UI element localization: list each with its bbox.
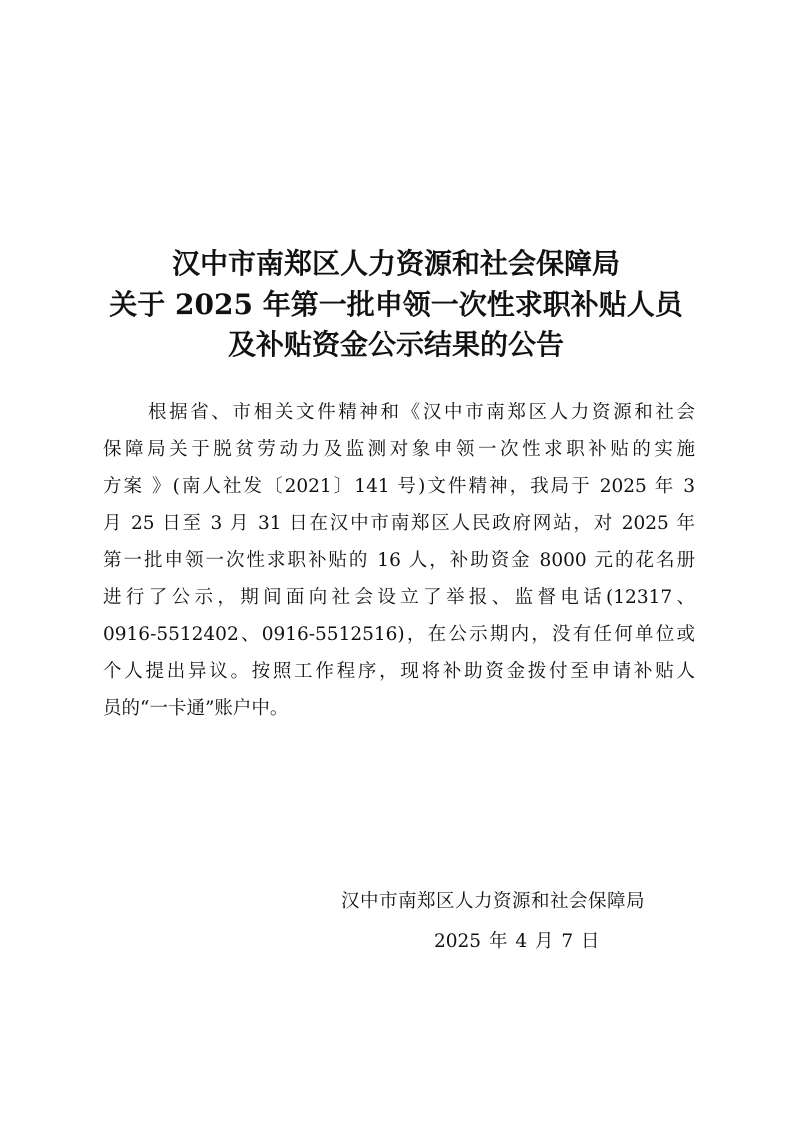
signature-date: 2025 年 4 月 7 日	[434, 931, 600, 952]
body-line: 月 25 日至 3 月 31 日在汉中市南郑区人民政府网站，对 2025 年	[103, 513, 695, 534]
body-line: 根据省、市相关文件精神和《汉中市南郑区人力资源和社会	[148, 402, 695, 423]
title-line-2: 关于 2025 年第一批申领一次性求职补贴人员	[109, 288, 683, 321]
body-line: 第一批申领一次性求职补贴的 16 人，补助资金 8000 元的花名册	[103, 550, 695, 571]
title-line-3: 及补贴资金公示结果的公告	[227, 328, 564, 361]
body-line: 保障局关于脱贫劳动力及监测对象申领一次性求职补贴的实施	[103, 439, 695, 460]
title-line-1: 汉中市南郑区人力资源和社会保障局	[171, 247, 620, 280]
signature-organization: 汉中市南郑区人力资源和社会保障局	[341, 891, 646, 912]
body-line: 方案 》(南人社发〔2021〕141 号)文件精神，我局于 2025 年 3	[103, 476, 695, 497]
body-line: 个人提出异议。按照工作程序，现将补助资金拨付至申请补贴人	[103, 661, 695, 682]
body-line: 0916-5512402、0916-5512516)，在公示期内，没有任何单位或	[103, 624, 695, 645]
body-line: 员的“一卡通”账户中。	[103, 698, 289, 719]
body-line: 进行了公示，期间面向社会设立了举报、监督电话(12317、	[103, 587, 695, 608]
